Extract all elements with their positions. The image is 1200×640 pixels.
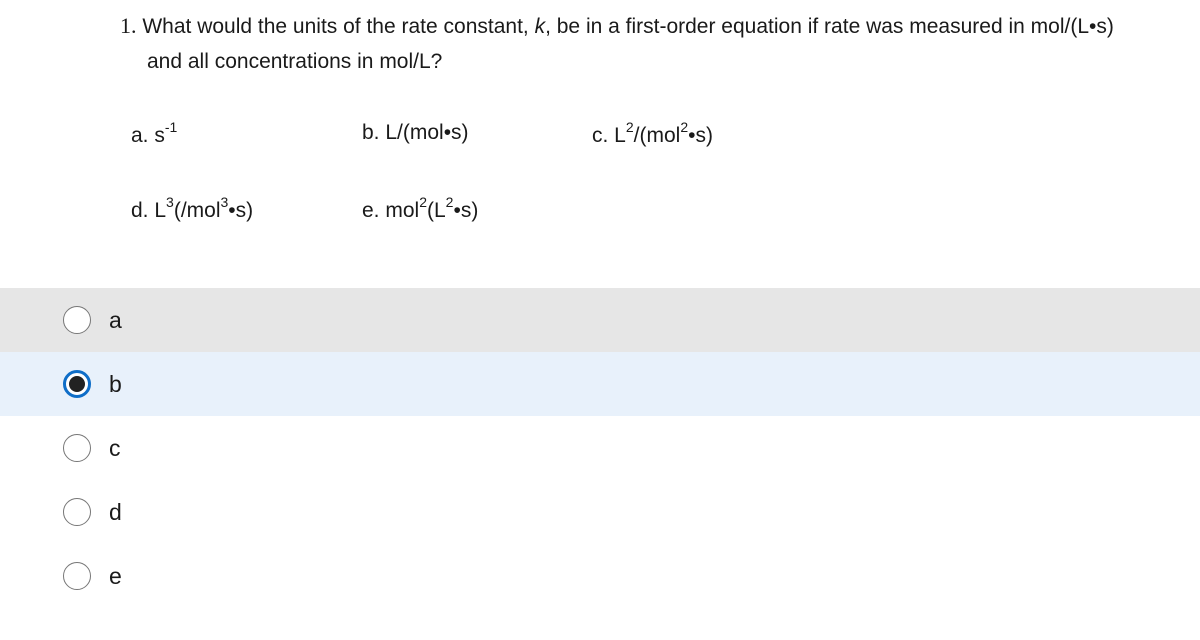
option-d-exponent-2: 3: [220, 194, 229, 210]
option-c-text: [592, 121, 713, 148]
answer-choice-c[interactable]: [0, 416, 1200, 480]
question-line-2: and all concentrations in mol/L?: [147, 50, 443, 73]
answer-choice-label-b: b: [109, 370, 122, 397]
option-c-exponent-2: 2: [680, 119, 689, 135]
question-text-part-2: , be in a first-order equation if rate was measured in mol/(L•s): [545, 15, 1114, 38]
answer-choice-b[interactable]: [0, 352, 1200, 416]
answer-choice-a[interactable]: [0, 288, 1200, 352]
question-line-1: [120, 8, 1180, 44]
option-d-exponent-1: 3: [166, 194, 174, 210]
option-e-prefix: e. mol: [362, 199, 420, 222]
option-b-text: b. L/(mol•s): [362, 121, 469, 144]
answer-choice-label-c: c: [109, 434, 121, 461]
option-d-suffix: •s): [228, 199, 254, 222]
answer-choice-label-e: e: [109, 562, 122, 589]
answer-choice-label-a: a: [109, 306, 122, 333]
option-d-text: [131, 196, 253, 223]
question-text: [120, 8, 1180, 79]
option-a-text: [131, 121, 177, 148]
question-text-part-1: What would the units of the rate constant,: [142, 15, 535, 38]
option-d-prefix: d. L: [131, 199, 167, 222]
option-c-suffix: •s): [688, 124, 713, 147]
radio-button-c[interactable]: [63, 434, 91, 462]
option-a-prefix: a. s: [131, 124, 165, 147]
radio-button-a[interactable]: [63, 306, 91, 334]
option-d-middle: (/mol: [173, 199, 221, 222]
option-e-middle: (L: [426, 199, 446, 222]
answer-choice-e[interactable]: [0, 544, 1200, 608]
option-e-suffix: •s): [453, 199, 479, 222]
option-c-exponent-1: 2: [625, 119, 634, 135]
radio-button-d[interactable]: [63, 498, 91, 526]
question-number: 1.: [120, 13, 137, 38]
option-c-middle: /(mol: [633, 124, 681, 147]
question-variable-k: k: [534, 15, 546, 38]
option-e-exponent-2: 2: [445, 194, 454, 210]
radio-button-e[interactable]: [63, 562, 91, 590]
answer-choice-label-d: d: [109, 498, 122, 525]
radio-button-b[interactable]: [63, 370, 91, 398]
option-a-exponent: -1: [164, 119, 178, 135]
option-e-text: [362, 196, 478, 223]
answer-choice-d[interactable]: [0, 480, 1200, 544]
option-e-exponent-1: 2: [419, 194, 427, 210]
option-c-prefix: c. L: [592, 124, 626, 147]
